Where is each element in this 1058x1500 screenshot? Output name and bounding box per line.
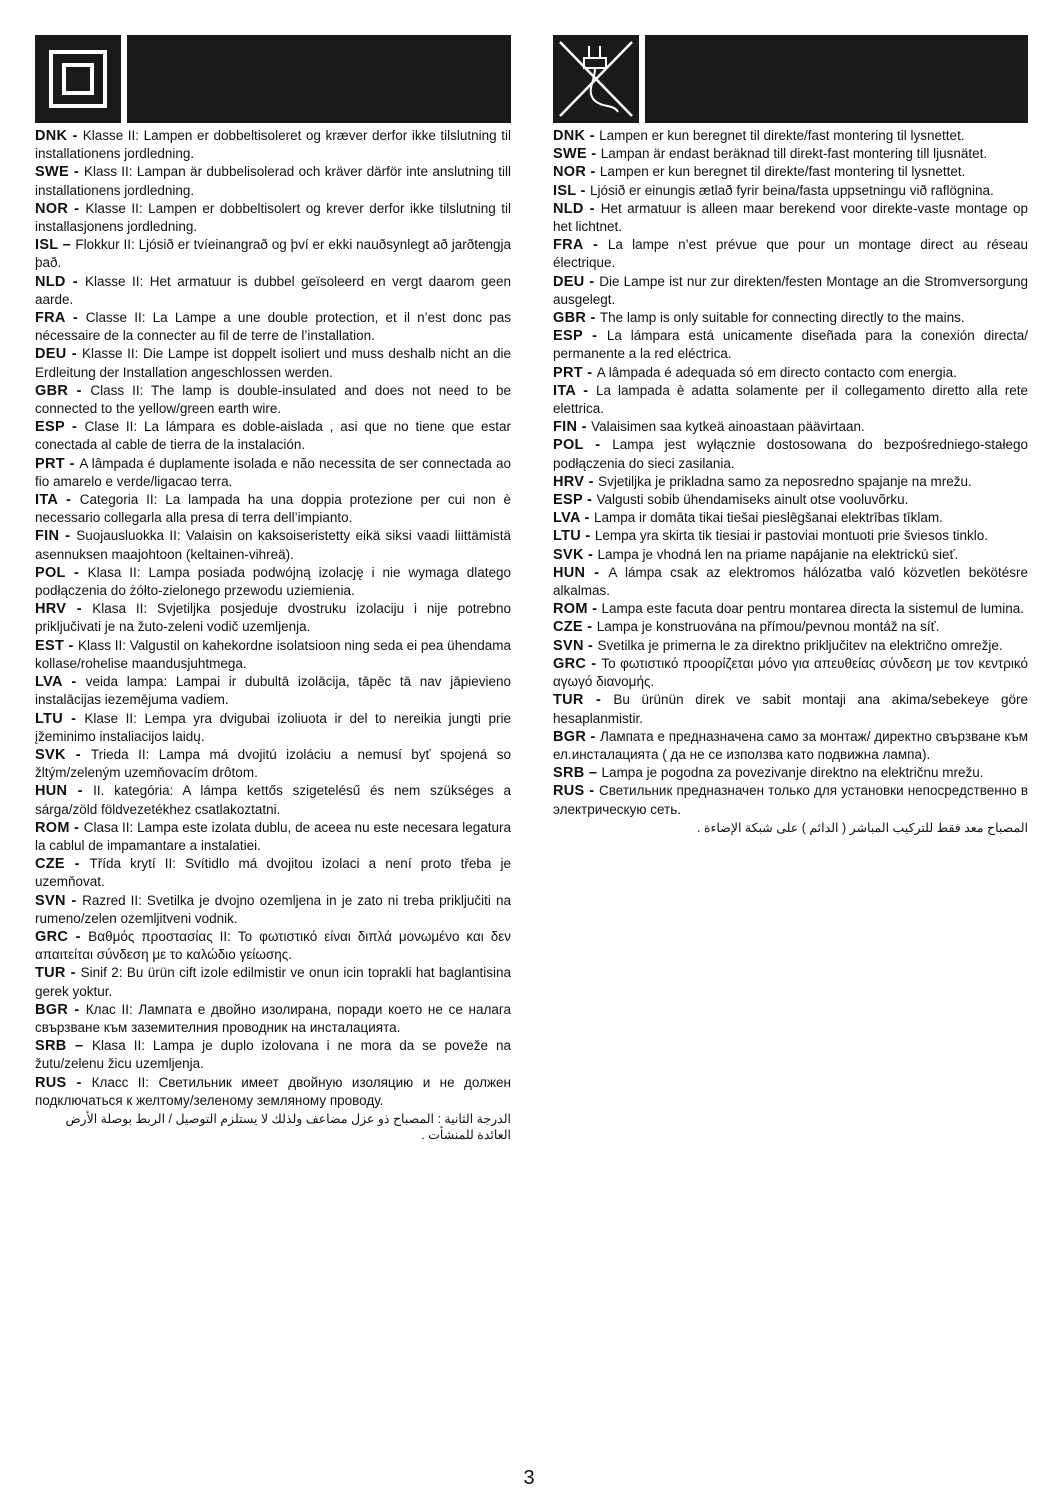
- language-code: EST: [35, 637, 65, 654]
- language-code: ESP: [553, 328, 583, 345]
- entry-text: Clasa II: Lampa este izolata dublu, de aceea nu este necesara legatura la cablul de impamantare a instalatiei.: [35, 819, 511, 853]
- separator: -: [583, 200, 601, 217]
- separator: -: [68, 928, 89, 945]
- entry-text: La lampada è adatta solamente per il collegamento diretto alla rete elettrica.: [553, 382, 1028, 417]
- entry-text: Class II: The lamp is double-insulated and does not need to be connected to the yellow/green earth wire.: [35, 382, 511, 417]
- separator: -: [63, 710, 85, 727]
- left-entries: [35, 127, 511, 1110]
- entry-text: Klasse II: Die Lampe ist doppelt isoliert und muss deshalb nicht an die Erdleitung der Installation angeschlossen werden.: [35, 346, 511, 380]
- language-entry: [35, 455, 511, 491]
- arabic-text: المصباح معد فقط للتركيب المباشر ( الدائم ) على شبكة الإضاءة .: [697, 820, 1028, 835]
- entry-text: Βαθμός προστασίας II: Το φωτιστικό είναι διπλά μονωμένο και δεν απαιτείται σύνδεση με το καλώδιο γείωσης.: [35, 928, 511, 963]
- header-bar: [645, 35, 1028, 123]
- separator: -: [65, 892, 83, 909]
- language-entry: [553, 145, 1028, 163]
- separator: -: [64, 419, 85, 436]
- separator: -: [587, 601, 602, 618]
- entry-text: Klasse II: Lampen er dobbeltisolert og krever derfor ikke tilslutning til installasjonens jordledning.: [35, 200, 511, 235]
- language-entry: [35, 273, 511, 309]
- language-entry: [553, 273, 1028, 309]
- entry-text: Klase II: Lempa yra dvigubai izoliuota ir del to nereikia jungti prie įžeminimo instaliacijos laidų.: [35, 710, 511, 744]
- language-entry: [35, 236, 511, 272]
- language-entry: [553, 327, 1028, 363]
- separator: -: [64, 455, 80, 472]
- language-code: SVK: [35, 746, 66, 763]
- entry-text: A lâmpada é adequada só em directo contacto com energia.: [596, 364, 957, 380]
- language-code: ISL: [553, 182, 577, 199]
- language-entry: [553, 473, 1028, 491]
- entry-text: Flokkur II: Ljósið er tvíeinangrað og því er ekki nauðsynlegt að jarðtengja það.: [35, 237, 511, 271]
- language-code: CZE: [553, 619, 583, 636]
- separator: -: [580, 510, 595, 527]
- separator: -: [65, 310, 86, 327]
- separator: -: [65, 746, 91, 763]
- language-entry: [553, 509, 1028, 527]
- separator: -: [65, 965, 81, 982]
- language-code: SRB: [553, 765, 585, 782]
- entry-text: Suojausluokka II: Valaisin on kaksoiseristetty eikä siksi vaadi liittämistä asennuksen maajohtoon (keltainen-vihreä).: [35, 528, 511, 562]
- entry-text: Classe II: La Lampe a une double protection, et il n’est donc pas nécessaire de la connecter au fil de terre de l’installation.: [35, 310, 511, 344]
- separator: -: [577, 419, 592, 436]
- separator: -: [66, 346, 83, 363]
- language-entry: [553, 728, 1028, 764]
- language-entry: [553, 127, 1028, 145]
- entry-text: Klasa II: Lampa posiada podwójną izolację i nie wymaga dlatego podłączenia do żółto-zielonego przewodu uziemienia.: [35, 564, 511, 599]
- language-entry: [35, 309, 511, 345]
- language-entry: [35, 746, 511, 782]
- language-code: NOR: [553, 164, 587, 181]
- entry-text: Trieda II: Lampa má dvojitú izoláciu a nemusí byť spojená so žltým/zeleným uzemňovacím drôtom.: [35, 746, 512, 781]
- entry-text: Lampa ir domāta tikai tiešai pieslēgšanai elektrības tīklam.: [594, 510, 943, 526]
- language-entry: [553, 436, 1028, 472]
- separator: -: [585, 564, 609, 581]
- language-entry: [553, 618, 1028, 636]
- left-header: [35, 35, 511, 123]
- language-code: POL: [553, 437, 584, 454]
- language-code: FIN: [35, 528, 60, 545]
- language-entry: [35, 127, 511, 163]
- entry-text: Svetilka je primerna le za direktno priključitev na električno omrežje.: [597, 637, 1003, 653]
- language-entry: [35, 710, 511, 746]
- language-entry: [35, 163, 511, 199]
- entry-text: Ljósið er einungis ætlað fyrir beina/fasta uppsetningu við raflögnina.: [590, 182, 994, 198]
- separator: -: [68, 382, 91, 399]
- entry-text: Светильник предназначен только для установки непосредственно в электрическую сеть.: [553, 783, 1028, 817]
- language-entry: [35, 345, 511, 381]
- separator: -: [66, 601, 93, 618]
- separator: -: [582, 328, 607, 345]
- entry-text: Lampan är endast beräknad till direkt-fast montering till ljusnätet.: [600, 146, 988, 162]
- language-code: PRT: [553, 364, 583, 381]
- language-entry: [35, 418, 511, 454]
- entry-text: Klasa II: Lampa je duplo izolovana i ne mora da se poveže na žutu/zelenu žicu uzemljenja.: [35, 1038, 511, 1072]
- language-code: ISL: [35, 237, 59, 254]
- language-entry: [553, 418, 1028, 436]
- language-code: BGR: [553, 728, 587, 745]
- language-entry: [35, 564, 511, 600]
- language-entry: [553, 527, 1028, 545]
- language-code: SWE: [553, 146, 587, 163]
- arabic-text: الدرجة الثانية : المصباح ذو عزل مضاعف ولذلك لا يستلزم التوصيل / الربط بوصلة الأرض العائدة للمنشأت .: [65, 1111, 511, 1142]
- language-code: SVN: [553, 637, 584, 654]
- language-code: GBR: [35, 382, 69, 399]
- language-code: SRB: [35, 1038, 67, 1055]
- right-header: [553, 35, 1028, 123]
- separator: -: [67, 128, 83, 144]
- language-code: ESP: [553, 492, 583, 509]
- separator: -: [584, 783, 600, 800]
- separator: -: [586, 655, 602, 672]
- language-code: ITA: [35, 492, 58, 509]
- language-code: HUN: [553, 564, 586, 581]
- separator: –: [58, 237, 76, 254]
- language-code: GBR: [553, 310, 587, 327]
- entry-text: veida lampa: Lampai ir dubultā izolācija, tāpēc tā nav jāpievieno instalācijas iezemējuma vadiem.: [35, 674, 511, 708]
- language-code: HRV: [35, 601, 67, 618]
- language-code: SVK: [553, 546, 584, 563]
- language-entry: [35, 1001, 511, 1037]
- language-entry: [553, 236, 1028, 272]
- language-entry: [35, 964, 511, 1000]
- entry-text: Lampa je konstruována na přímou/pevnou montáž na síť.: [596, 619, 940, 635]
- language-entry: [553, 182, 1028, 200]
- separator: -: [582, 619, 597, 636]
- language-code: LVA: [553, 510, 581, 527]
- separator: -: [582, 492, 597, 509]
- entry-text: Razred II: Svetilka je dvojno ozemljena in je zato ni treba priključiti na rumeno/zelen ozemljitveni vodnik.: [35, 892, 511, 926]
- separator: -: [65, 564, 88, 581]
- entry-text: A lámpa csak az elektromos hálózatba való közvetlen bekötésre alkalmas.: [553, 564, 1028, 599]
- left-column: [35, 35, 511, 1143]
- language-entry: [553, 200, 1028, 236]
- language-entry: [553, 309, 1028, 327]
- separator: -: [575, 382, 596, 399]
- separator: -: [68, 1001, 86, 1018]
- language-entry: [35, 200, 511, 236]
- language-entry: [553, 782, 1028, 818]
- entry-text: Valgusti sobib ühendamiseks ainult otse vooluvõrku.: [596, 492, 909, 508]
- language-code: ITA: [553, 382, 576, 399]
- language-code: LTU: [553, 528, 582, 545]
- separator: -: [69, 819, 84, 836]
- language-code: LVA: [35, 674, 63, 691]
- separator: -: [586, 310, 600, 327]
- right-entries: [553, 127, 1028, 819]
- language-code: ROM: [35, 819, 70, 836]
- separator: -: [586, 164, 600, 181]
- separator: -: [68, 200, 86, 217]
- language-entry: [553, 163, 1028, 181]
- language-code: SVN: [35, 892, 66, 909]
- entry-text: Lampa je pogodna za povezivanje direktno na električnu mrežu.: [601, 765, 984, 781]
- entry-text: Lampa este facuta doar pentru montarea directa la sistemul de lumina.: [601, 601, 1025, 617]
- language-entry: [35, 1074, 511, 1110]
- entry-text: Het armatuur is alleen maar berekend voor direkte-vaste montage op het lichtnet.: [553, 200, 1028, 235]
- entry-text: The lamp is only suitable for connecting directly to the mains.: [599, 310, 965, 326]
- language-entry: [35, 819, 511, 855]
- entry-text: Το φωτιστικό προορίζεται μόνο για απευθείας σύνδεση με τον κεντρικό αγωγό διανομής.: [553, 655, 1029, 690]
- separator: -: [584, 473, 599, 490]
- entry-text: Valaisimen saa kytkeä ainoastaan päävirtaan.: [591, 419, 865, 435]
- language-entry: [553, 382, 1028, 418]
- separator: -: [583, 546, 598, 563]
- entry-text: Klasse II: Het armatuur is dubbel geïsoleerd en vergt daarom geen aarde.: [35, 273, 511, 307]
- entry-text: Lampen er kun beregnet til direkte/fast montering til lysnettet.: [599, 164, 966, 180]
- separator: -: [576, 182, 590, 199]
- page-number: 3: [523, 1467, 535, 1489]
- language-entry: [553, 564, 1028, 600]
- language-code: PRT: [35, 455, 65, 472]
- separator: -: [586, 146, 601, 163]
- no-plug-cord-icon: [553, 35, 639, 123]
- language-code: HUN: [35, 783, 68, 800]
- entry-text: Svjetiljka je prikladna samo za neposredno spajanje na mrežu.: [598, 473, 972, 489]
- class-ii-double-square-icon: [35, 35, 121, 123]
- language-code: DNK: [35, 128, 68, 144]
- entry-text: Lempa yra skirta tik tiesiai ir pastoviai montuoti prie šviesos tinklo.: [594, 528, 988, 544]
- language-entry: [553, 764, 1028, 782]
- separator: -: [581, 528, 595, 545]
- language-entry: [35, 928, 511, 964]
- language-entry: [35, 673, 511, 709]
- right-column: [553, 35, 1028, 836]
- language-code: ESP: [35, 419, 65, 436]
- entry-text: Klasse II: Lampen er dobbeltisoleret og kræver derfor ikke tilslutning til installationens jordledning.: [35, 128, 511, 162]
- language-entry: [553, 600, 1028, 618]
- entry-text: Класс II: Светильник имеет двойную изоляцию и не должен подключаться к желтому/зеленому земляному проводу.: [35, 1074, 511, 1108]
- language-code: POL: [35, 564, 66, 581]
- separator: -: [583, 237, 608, 254]
- entry-text: Klass II: Valgustil on kahekordne isolatsioon ning seda ei pea ühendama kollase/rohelise maandusjuhtmega.: [35, 637, 511, 671]
- entry-text: Клас II: Лампата е двойно изолирана, поради което не се налага свързване към заземителния проводник на инсталацията.: [35, 1001, 511, 1035]
- language-code: FRA: [35, 310, 66, 327]
- entry-text: Klass II: Lampan är dubbelisolerad och kräver därför inte anslutning till installationens jordledning.: [35, 164, 511, 198]
- language-code: ROM: [553, 601, 588, 618]
- separator: -: [64, 856, 90, 873]
- entry-text: Lampa jest wyłącznie dostosowana do bezpośredniego-stałego podłączenia do sieci zasilania.: [553, 437, 1028, 471]
- separator: -: [584, 273, 600, 290]
- language-code: HRV: [553, 473, 585, 490]
- entry-text: Lampen er kun beregnet til direkte/fast montering til lysnettet.: [599, 128, 965, 143]
- language-entry: [35, 637, 511, 673]
- entry-text: A lâmpada é duplamente isolada e não necessita de ser connectada ao fio amarelo e verde/ligacao terra.: [35, 455, 511, 489]
- language-entry: [553, 691, 1028, 727]
- language-code: FIN: [553, 419, 578, 436]
- separator: -: [67, 783, 94, 800]
- language-entry: [35, 600, 511, 636]
- separator: -: [582, 364, 597, 381]
- entry-text: La lampe n’est prévue que pour un montage direct au réseau électrique.: [553, 237, 1028, 271]
- language-entry: [35, 855, 511, 891]
- entry-text: Lampa je vhodná len na priame napájanie na elektrickú sieť.: [597, 546, 959, 562]
- separator: -: [586, 728, 600, 745]
- separator: -: [583, 692, 614, 709]
- separator: -: [62, 674, 86, 691]
- language-entry: [553, 364, 1028, 382]
- entry-text: La lámpara está unicamente diseñada para la conexión directa/ permanente a la red eléctrica.: [553, 328, 1028, 362]
- entry-text: Clase II: La lámpara es doble-aislada , asi que no tiene que estar conectada al cable de tierra de la instalación.: [35, 419, 511, 453]
- language-code: FRA: [553, 237, 584, 254]
- language-code: NLD: [35, 273, 66, 290]
- language-code: NOR: [35, 200, 69, 217]
- language-code: TUR: [35, 965, 66, 982]
- language-code: RUS: [553, 783, 585, 800]
- language-code: TUR: [553, 692, 584, 709]
- language-entry: [35, 527, 511, 563]
- entry-text: Třída krytí II: Svítidlo má dvojitou izolaci a není proto třeba je uzemňovat.: [35, 856, 511, 890]
- separator: -: [583, 437, 613, 454]
- language-code: SWE: [35, 164, 69, 181]
- entry-text: Sinif 2: Bu ürün cift izole edilmistir ve onun icin toprakli hat baglantisina gerek yoktur.: [35, 965, 511, 999]
- separator: -: [64, 637, 78, 654]
- separator: -: [583, 637, 598, 654]
- language-code: DEU: [35, 346, 67, 363]
- entry-text: II. kategória: A lámpa kettős szigetelésű és nem szükséges a sárga/zöld földvezetékhez csatlakoztatni.: [35, 783, 511, 817]
- language-code: DNK: [553, 128, 586, 144]
- entry-text: Bu ürünün direk ve sabit montaji ana akima/sebekeye göre hesaplanmistir.: [553, 692, 1028, 726]
- language-code: BGR: [35, 1001, 69, 1018]
- separator: -: [57, 492, 80, 509]
- separator: -: [68, 164, 84, 181]
- separator: -: [59, 528, 77, 545]
- language-code: RUS: [35, 1074, 67, 1091]
- language-code: LTU: [35, 710, 64, 727]
- separator: -: [585, 128, 600, 144]
- language-entry: [35, 491, 511, 527]
- entry-text: Categoria II: La lampada ha una doppia protezione per cui non è necessario collegarla alla presa di terra dell’impianto.: [35, 492, 511, 526]
- language-entry: [35, 1037, 511, 1073]
- language-entry: [35, 892, 511, 928]
- separator: –: [66, 1038, 92, 1055]
- language-entry: [553, 491, 1028, 509]
- language-entry: [553, 637, 1028, 655]
- entry-text: Klasa II: Svjetiljka posjeduje dvostruku izolaciju i nije potrebno priključivati je na žuto-zeleni vodič uzemljenja.: [35, 601, 511, 635]
- language-code: NLD: [553, 200, 584, 217]
- language-entry: [553, 546, 1028, 564]
- entry-text: Лампата е предназначена само за монтаж/ директно свързване към ел.инсталацията ( да не се използва като подвижна лампа).: [553, 728, 1028, 762]
- separator: –: [584, 765, 602, 782]
- language-code: CZE: [35, 856, 65, 873]
- language-code: DEU: [553, 273, 585, 290]
- language-code: GRC: [553, 655, 587, 672]
- header-bar: [127, 35, 511, 123]
- separator: -: [65, 273, 85, 290]
- language-entry: [553, 655, 1028, 691]
- language-entry: [35, 782, 511, 818]
- language-code: GRC: [35, 928, 69, 945]
- entry-text: Die Lampe ist nur zur direkten/festen Montage an die Stromversorgung ausgelegt.: [553, 273, 1028, 307]
- language-entry: [35, 382, 511, 418]
- separator: -: [66, 1074, 92, 1091]
